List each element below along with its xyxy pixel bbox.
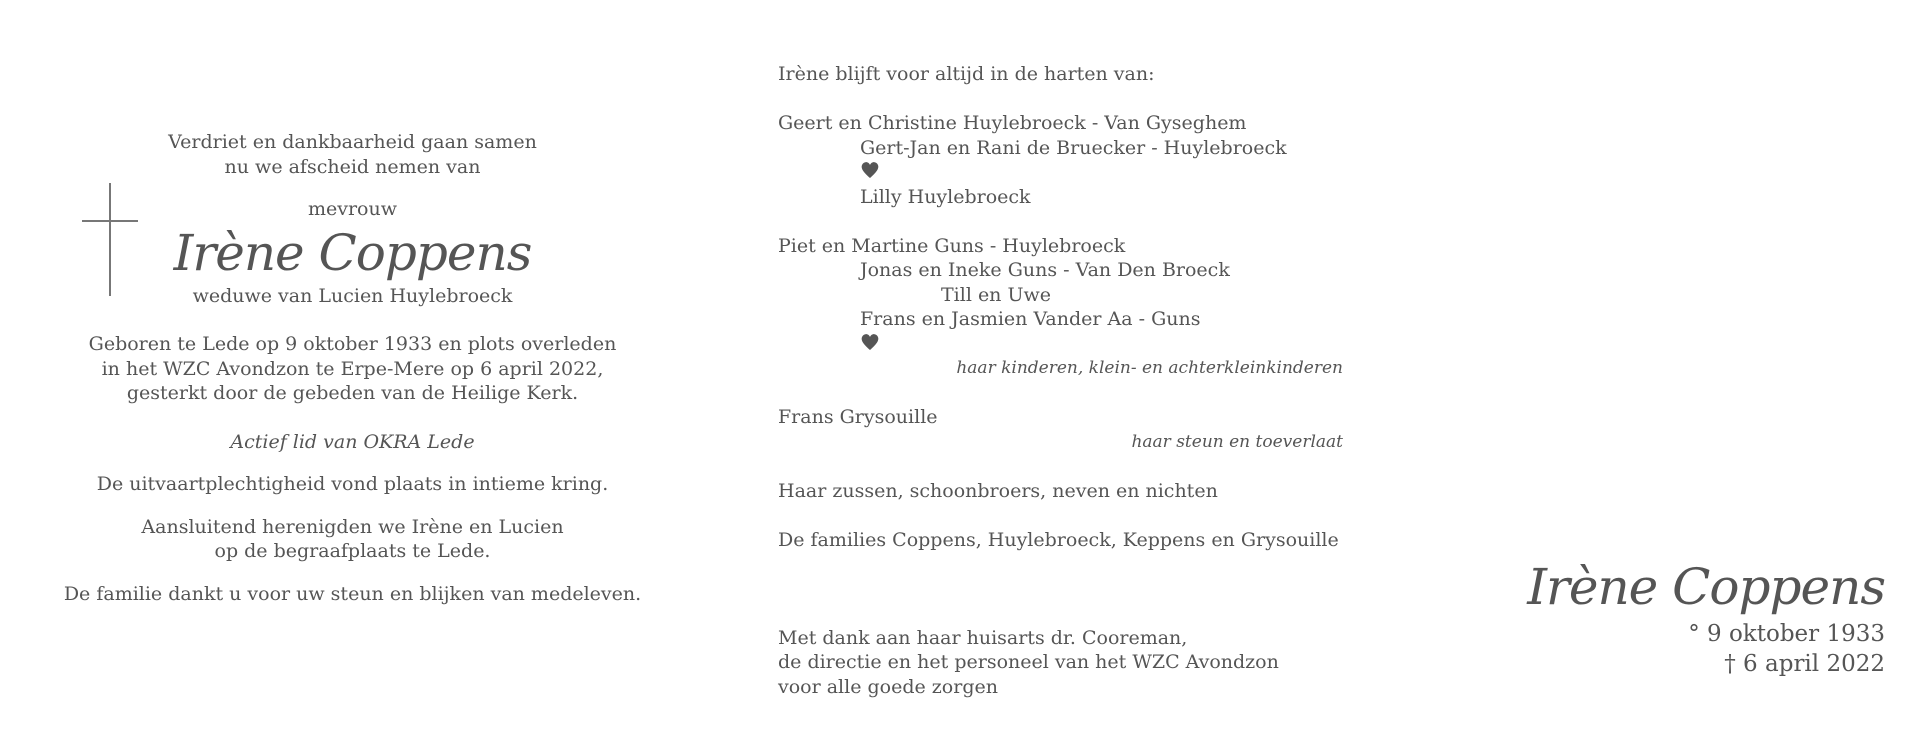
family-member: Lilly Huylebroeck — [860, 185, 1031, 208]
intro-line-1: Verdriet en dankbaarheid gaan samen — [168, 131, 537, 153]
family-member: Piet en Martine Guns - Huylebroeck — [778, 234, 1126, 257]
family-list-column — [778, 62, 1378, 699]
burial-line-1: Aansluitend herenigden we Irène en Lucien — [141, 515, 564, 538]
companion-note: haar steun en toeverlaat — [1131, 431, 1343, 452]
siblings-line: Haar zussen, schoonbroers, neven en nichten — [778, 479, 1218, 502]
born-line-1: Geboren te Lede op 9 oktober 1933 en plots overleden — [88, 333, 617, 355]
care-line-2: de directie en het personeel van het WZC Avondzon — [778, 651, 1279, 673]
born-line-2: in het WZC Avondzon te Erpe-Mere op 6 april 2022, — [101, 357, 604, 380]
thanks-line: De familie dankt u voor uw steun en blijken van medeleven. — [63, 582, 642, 605]
family-member: Jonas en Ineke Guns - Van Den Broeck — [860, 259, 1230, 281]
birth-date: ° 9 oktober 1933 — [1688, 621, 1885, 647]
care-line-3: voor alle goede zorgen — [778, 675, 998, 698]
family-member: Geert en Christine Huylebroeck - Van Gyseghem — [778, 112, 1247, 134]
funeral-line: De uitvaartplechtigheid vond plaats in intieme kring. — [96, 473, 609, 495]
families-line: De families Coppens, Huylebroeck, Keppens en Grysouille — [778, 528, 1339, 551]
children-note: haar kinderen, klein- en achterkleinkinderen — [956, 358, 1343, 378]
membership-line: Actief lid van OKRA Lede — [230, 430, 475, 453]
deceased-name: Irène Coppens — [173, 223, 532, 282]
family-heading: Irène blijft voor altijd in de harten van: — [778, 63, 1155, 85]
care-line-1: Met dank aan haar huisarts dr. Cooreman, — [778, 626, 1188, 649]
family-member: Frans en Jasmien Vander Aa - Guns — [860, 308, 1201, 330]
family-member: Gert-Jan en Rani de Bruecker - Huylebroeck — [860, 136, 1287, 159]
deceased-name-right: Irène Coppens — [1527, 558, 1885, 616]
obituary-left-column — [60, 130, 645, 606]
intro-line-2: nu we afscheid nemen van — [224, 155, 481, 178]
family-member: Till en Uwe — [941, 283, 1051, 306]
born-line-3: gesterkt door de gebeden van de Heilige Kerk. — [126, 382, 579, 404]
salutation: mevrouw — [307, 198, 398, 220]
companion-name: Frans Grysouille — [778, 406, 938, 428]
burial-line-2: op de begraafplaats te Lede. — [214, 540, 491, 562]
heart-icon — [860, 160, 880, 180]
death-date: † 6 april 2022 — [1724, 651, 1885, 677]
heart-icon — [860, 332, 880, 352]
name-dates-block — [1527, 555, 1885, 679]
spouse-line: weduwe van Lucien Huylebroeck — [192, 284, 513, 307]
